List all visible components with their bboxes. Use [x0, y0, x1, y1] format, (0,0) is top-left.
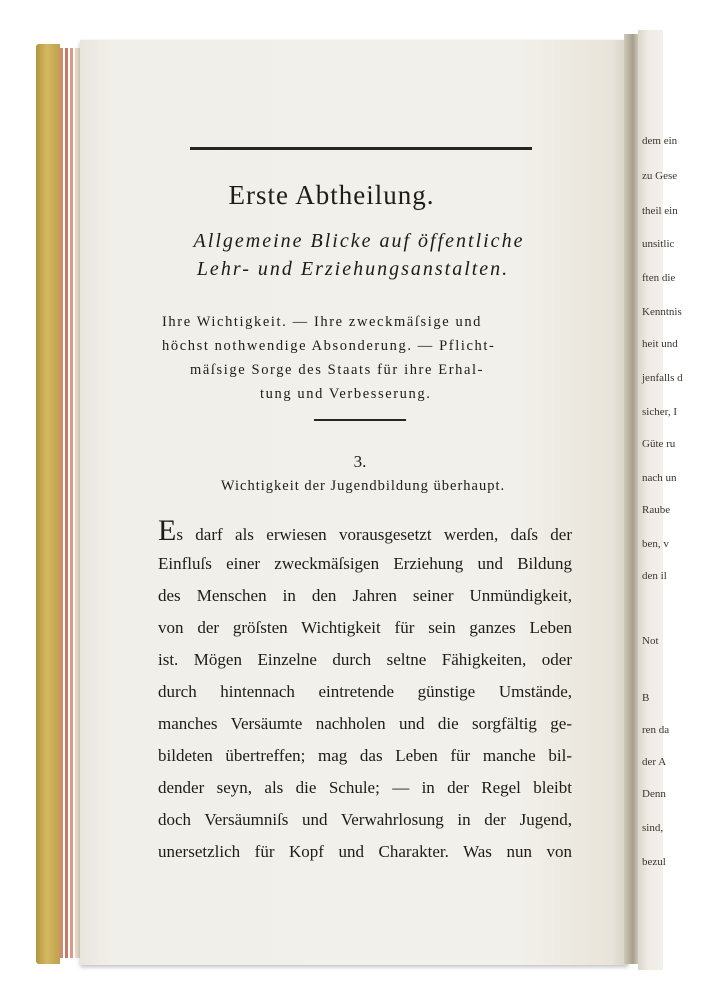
right-page	[638, 30, 683, 970]
body-line: des Menschen in den Jahren seiner Unmündigkeit,	[158, 586, 572, 605]
drop-cap: E	[158, 514, 177, 547]
body-line: manches Versäumte nachholen und die sorgfältig ge-	[158, 714, 572, 733]
right-page-fragment: der A	[642, 756, 667, 768]
right-page-fragment: ften die	[642, 272, 676, 284]
chapter-title: Erste Abtheilung.	[228, 180, 435, 210]
right-page-fragment: bezul	[642, 856, 666, 868]
right-page-fragment: Raube	[642, 504, 671, 516]
right-page-fragment: dem ein	[642, 135, 678, 147]
chapter-subtitle-line: Allgemeine Blicke auf öffentliche	[193, 230, 525, 252]
body-line: unersetzlich für Kopf und Charakter. Was nun von	[158, 842, 572, 861]
right-page-fragment: nach un	[642, 472, 677, 484]
right-page-fragment: Denn	[642, 788, 666, 800]
summary-line: Ihre Wichtigkeit. — Ihre zweckmäſsige und	[162, 314, 483, 330]
right-page-fragment: Kenntnis	[642, 306, 682, 318]
right-page-fragment: unsitlic	[642, 238, 675, 250]
ornamental-rule	[190, 147, 532, 150]
right-page-fragment: B	[642, 692, 650, 704]
body-line: von der gröſsten Wichtigkeit für sein ganzes Leben	[158, 618, 572, 637]
summary-line: tung und Verbesserung.	[260, 386, 432, 402]
right-page-fragment: ren da	[642, 724, 670, 736]
body-line: Einfluſs einer zweckmäſsigen Erziehung und Bildung	[158, 554, 572, 573]
right-page-fragment: zu Gese	[642, 170, 678, 182]
right-page-fragment: ben, v	[642, 538, 669, 550]
right-page-fragment: heit und	[642, 338, 678, 350]
body-first-line	[158, 516, 572, 546]
section-rule	[314, 419, 406, 421]
right-page-fragment: theil ein	[642, 205, 678, 217]
summary-line: höchst nothwendige Absonderung. — Pflicht-	[162, 338, 496, 354]
right-page-fragment: sind,	[642, 822, 664, 834]
book	[36, 30, 683, 972]
body-line: doch Versäumniſs und Verwahrlosung in der Jugend,	[158, 810, 572, 829]
body-line: durch hintennach eintretende günstige Umstände,	[158, 682, 572, 701]
summary-line: mäſsige Sorge des Staats für ihre Erhal-	[190, 362, 485, 378]
section-heading: Wichtigkeit der Jugendbildung überhaupt.	[220, 478, 506, 494]
body-line: dender seyn, als die Schule; — in der Regel bleibt	[158, 778, 572, 797]
right-page-fragment: Not	[642, 635, 659, 647]
chapter-subtitle-line: Lehr- und Erziehungsanstalten.	[196, 258, 510, 280]
body-line: bildeten übertreffen; mag das Leben für manche bil-	[158, 746, 572, 765]
right-page-fragment: Güte ru	[642, 438, 676, 450]
right-page-fragment: den il	[642, 570, 667, 582]
section-number: 3.	[353, 452, 367, 471]
right-page-fragment: jenfalls d	[642, 372, 683, 384]
body-line: s darf als erwiesen vorausgesetzt werden, daſs der	[176, 525, 572, 544]
body-line: ist. Mögen Einzelne durch seltne Fähigkeiten, oder	[158, 650, 572, 669]
right-page-fragment: sicher, I	[642, 406, 677, 418]
